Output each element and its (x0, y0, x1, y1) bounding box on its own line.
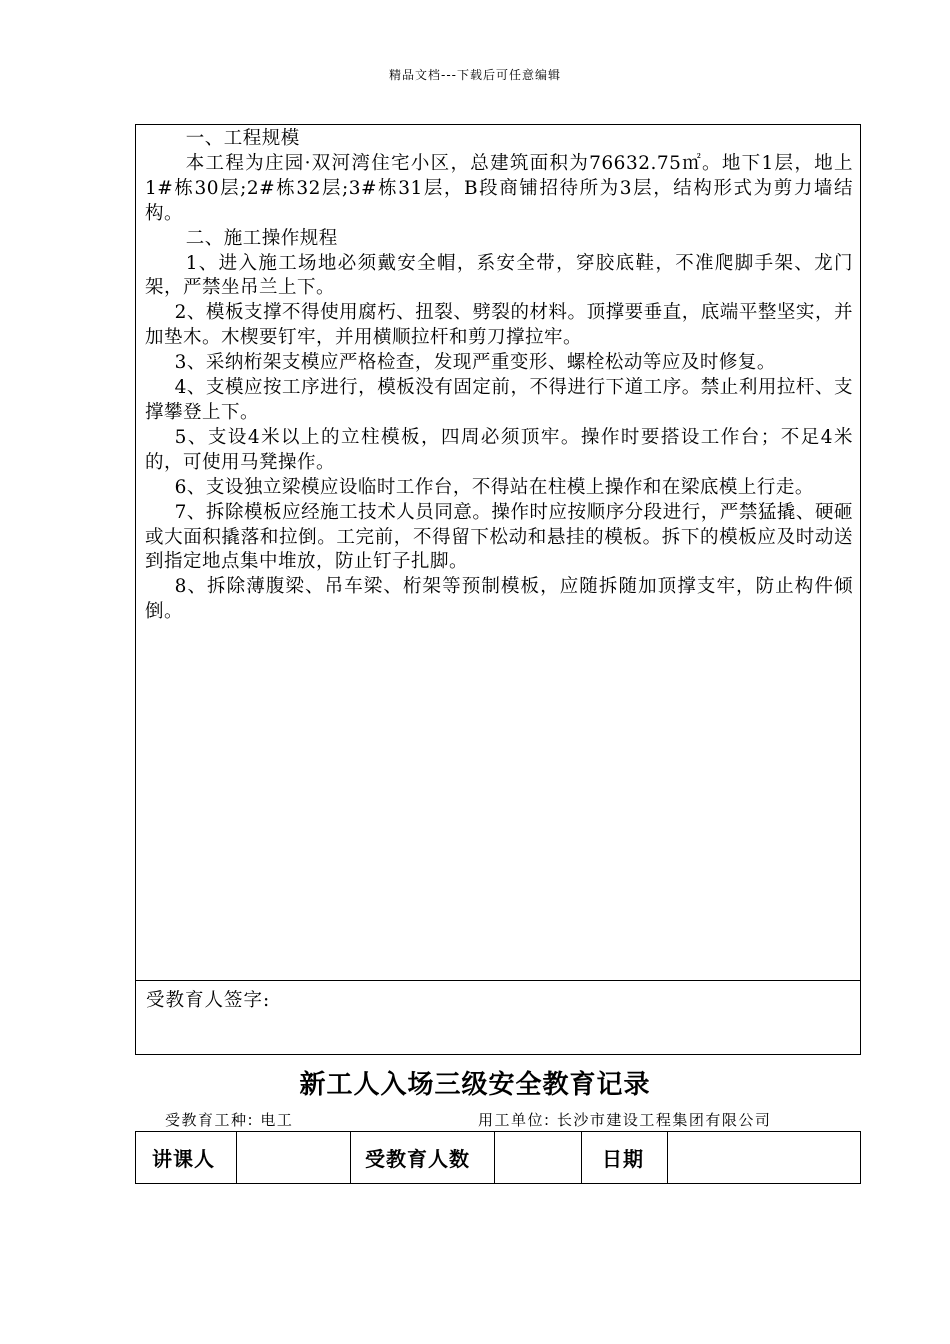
section-heading-scale: 一、工程规模 (185, 128, 300, 149)
attendee-count-value-cell (495, 1132, 582, 1183)
record-header-table (135, 1131, 861, 1184)
page-header: 精品文档---下载后可任意编辑 (389, 68, 561, 82)
rule-item-2: 2、模板支撑不得使用腐朽、扭裂、劈裂的材料。顶撑要垂直，底端平整坚实，并加垫木。木楔要钉牢，并用横顺拉杆和剪刀撑拉牢。 (145, 302, 853, 349)
rule-item-4: 4、支模应按工序进行，模板没有固定前，不得进行下道工序。禁止利用拉杆、支撑攀登上下。 (145, 377, 853, 423)
rule-item-8: 8、拆除薄腹梁、吊车梁、桁架等预制模板，应随拆随加顶撑支牢，防止构件倾倒。 (145, 576, 853, 623)
attendee-count-label-cell: 受教育人数 (351, 1132, 495, 1183)
rule-item-7: 7、拆除模板应经施工技术人员同意。操作时应按顺序分段进行，严禁猛撬、硬砸或大面积撬落和拉倒。工完前，不得留下松动和悬挂的模板。拆下的模板应及时动送到指定地点集中堆放，防止钉子扎脚。 (145, 501, 853, 573)
rule-item-5: 5、支设4米以上的立柱模板，四周必须顶牢。操作时要搭设工作台；不足4米的，可使用马凳操作。 (145, 426, 853, 473)
rule-item-1: 1、进入施工场地必须戴安全帽，系安全带，穿胶底鞋，不准爬脚手架、龙门架，严禁坐吊兰上下。 (145, 252, 853, 299)
date-label-cell: 日期 (582, 1132, 668, 1183)
section-heading-rules: 二、施工操作规程 (185, 227, 338, 249)
date-value-cell (668, 1132, 860, 1183)
signature-row (136, 980, 860, 1055)
rule-item-6: 6、支设独立梁模应设临时工作台，不得站在柱模上操作和在梁底模上行走。 (174, 476, 814, 498)
content-text (145, 127, 853, 625)
paragraph-project-description: 本工程为庄园·双河湾住宅小区，总建筑面积为76632.75㎡。地下1层，地上1#栋30层;2#栋32层;3#栋31层，B段商铺招待所为3层，结构形式为剪力墙结构。 (145, 152, 853, 224)
lecturer-value-cell (237, 1132, 351, 1183)
lecturer-label-cell: 讲课人 (136, 1132, 237, 1183)
rule-item-3: 3、采纳桁架支模应严格检查，发现严重变形、螺栓松动等应及时修复。 (174, 352, 776, 374)
signature-label: 受教育人签字: (146, 990, 271, 1011)
trade-label: 受教育工种: 电工 (165, 1111, 294, 1129)
education-content-box (135, 124, 861, 1055)
form-title: 新工人入场三级安全教育记录 (299, 1070, 651, 1100)
employer-label: 用工单位: 长沙市建设工程集团有限公司 (478, 1111, 772, 1129)
